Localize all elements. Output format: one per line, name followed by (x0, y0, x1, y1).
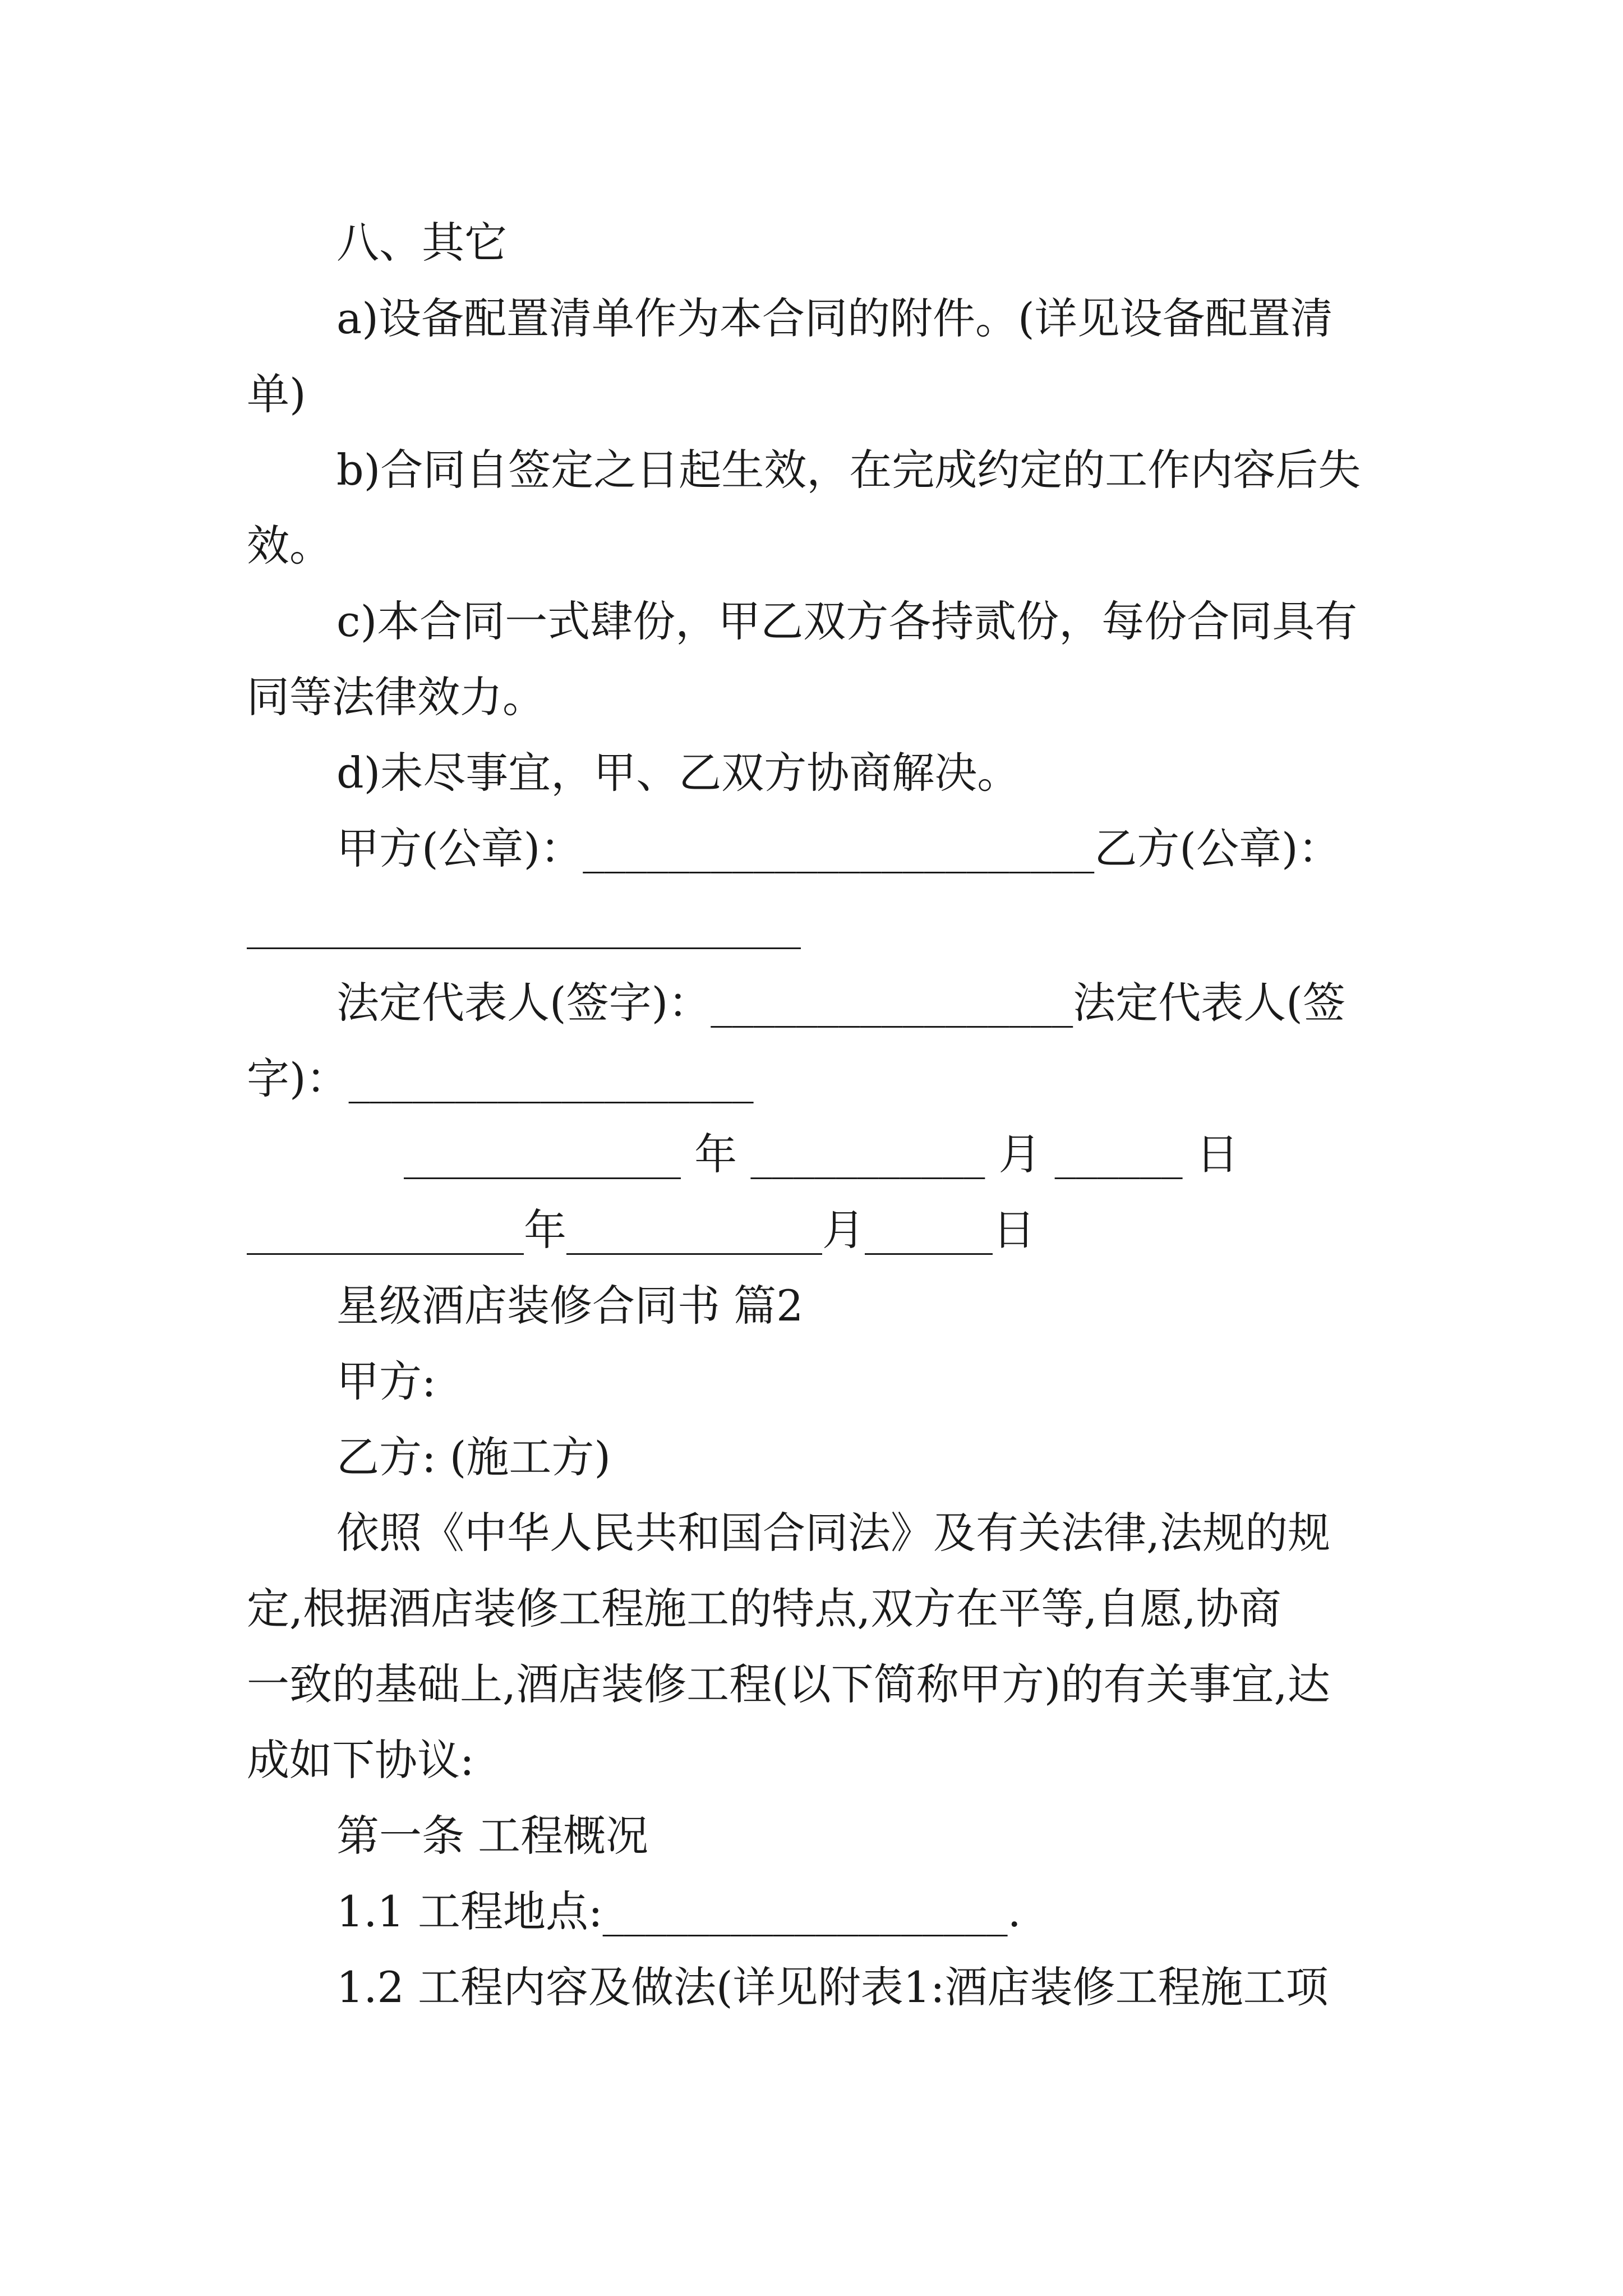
clause-c-line2: 同等法律效力。 (247, 672, 545, 722)
clause-b-line2: 效。 (247, 521, 332, 570)
representative-line1: 法定代表人(签字)：_________________法定代表人(签 (336, 978, 1345, 1028)
seal-signature-line2: __________________________ (247, 899, 801, 949)
clause-a-line2: 单) (247, 369, 306, 419)
clause-1-2: 1.2 工程内容及做法(详见附表1:酒店装修工程施工项 (336, 1962, 1329, 2012)
date-line2: _____________年____________月______日 (247, 1205, 1035, 1255)
clause-b-line1: b)合同自签定之日起生效，在完成约定的工作内容后失 (336, 445, 1361, 495)
clause-a-line1: a)设备配置清单作为本合同的附件。(详见设备配置清 (336, 293, 1333, 343)
seal-signature-line1: 甲方(公章)：________________________乙方(公章)： (336, 823, 1341, 873)
preamble-line3: 一致的基础上,酒店装修工程(以下简称甲方)的有关事宜,达 (247, 1659, 1330, 1709)
representative-line2: 字)：___________________ (247, 1053, 754, 1103)
preamble-line2: 定,根据酒店装修工程施工的特点,双方在平等,自愿,协商 (247, 1584, 1281, 1634)
preamble-line1: 依照《中华人民共和国合同法》及有关法律,法规的规 (336, 1508, 1331, 1558)
party-a-label: 甲方: (336, 1356, 436, 1406)
article-heading: 第一条 工程概况 (336, 1811, 649, 1861)
part2-title: 星级酒店装修合同书 篇2 (336, 1281, 804, 1331)
clause-c-line1: c)本合同一式肆份，甲乙双方各持贰份，每份合同具有 (336, 596, 1358, 646)
clause-1-1: 1.1 工程地点:___________________. (336, 1887, 1021, 1936)
date-line1: _____________ 年 ___________ 月 ______ 日 (404, 1129, 1239, 1179)
clause-d: d)未尽事宜，甲、乙双方协商解决。 (336, 748, 1020, 798)
party-b-label: 乙方: (施工方) (336, 1432, 611, 1482)
section-heading: 八、其它 (336, 218, 507, 268)
preamble-line4: 成如下协议: (247, 1735, 474, 1785)
